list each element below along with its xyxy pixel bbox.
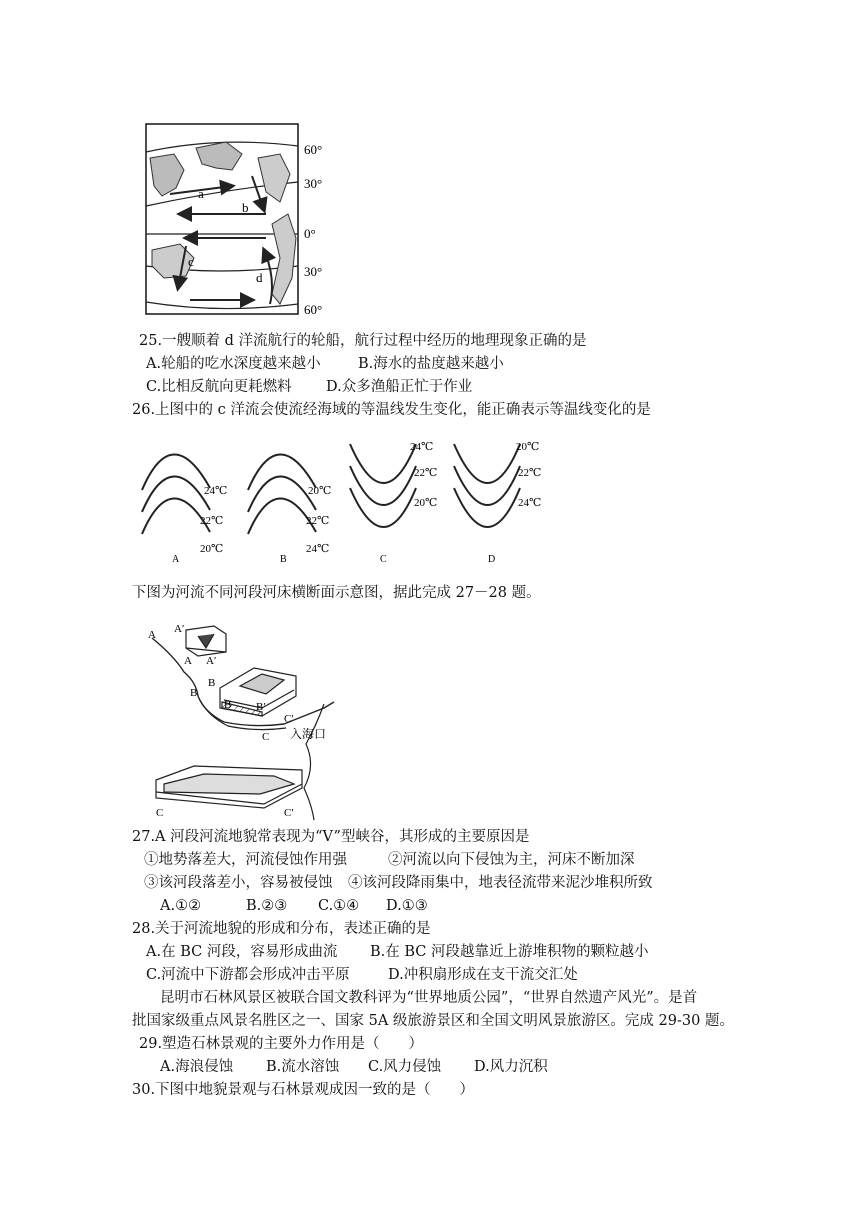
iso-b-label-1: 20℃	[308, 485, 332, 497]
isotherm-options-figure	[134, 430, 566, 570]
current-label-c: c	[188, 254, 194, 269]
lat-label: 30°	[304, 264, 323, 279]
q25-option-d: D.众多渔船正忙于作业	[326, 379, 473, 395]
iso-c-label-2: 22℃	[414, 467, 438, 479]
lat-label: 30°	[304, 176, 323, 191]
q27-option-d: D.①③	[386, 898, 428, 914]
q26-stem: 26.上图中的 c 洋流会使流经海域的等温线发生变化，能正确表示等温线变化的是	[132, 402, 651, 418]
label-a: A	[148, 629, 156, 641]
iso-b-label-3: 24℃	[306, 543, 330, 555]
q27-statement-1: ①地势落差大，河流侵蚀作用强	[144, 852, 347, 868]
q28-stem: 28.关于河流地貌的形成和分布，表述正确的是	[132, 921, 431, 937]
label-a-prime-top: A′	[174, 623, 185, 635]
label-c-prime-top: C′	[284, 713, 294, 725]
label-a-prime-bottom: A′	[206, 655, 217, 667]
label-b-top: B	[208, 677, 216, 689]
q27-stem: 27.A 河段河流地貌常表现为“V”型峡谷，其形成的主要原因是	[132, 829, 530, 845]
iso-panel-letter-b: B	[280, 554, 287, 565]
label-b-bottom: B	[224, 699, 232, 711]
label-c-bottom: C	[156, 807, 164, 819]
lat-label: 0°	[304, 226, 316, 241]
q25-stem: 25.一艘顺着 d 洋流航行的轮船，航行过程中经历的地理现象正确的是	[139, 333, 587, 349]
iso-a-label-2: 22℃	[200, 515, 224, 527]
q27-option-c: C.①④	[318, 898, 360, 914]
iso-panel-letter-a: A	[172, 554, 180, 565]
current-label-b: b	[242, 200, 249, 215]
lat-label: 60°	[304, 142, 323, 157]
ocean-current-map	[140, 118, 340, 320]
q28-option-b: B.在 BC 河段越靠近上游堆积物的颗粒越小	[370, 944, 649, 960]
river-cross-section-figure	[144, 616, 344, 822]
iso-panel-letter-d: D	[488, 554, 496, 565]
iso-a-label-3: 20℃	[200, 543, 224, 555]
q27-option-a: A.①②	[160, 898, 202, 914]
iso-b-label-2: 22℃	[306, 515, 330, 527]
q30-stem: 30.下图中地貌景观与石林景观成因一致的是（ ）	[132, 1082, 475, 1098]
label-b-prime: B′	[256, 701, 266, 713]
q28-option-a: A.在 BC 河段，容易形成曲流	[146, 944, 338, 960]
q27-statement-3: ③该河段落差小，容易被侵蚀	[144, 875, 333, 891]
q27-statement-2: ②河流以向下侵蚀为主，河床不断加深	[388, 852, 635, 868]
q25-option-b: B.海水的盐度越来越小	[358, 356, 504, 372]
iso-d-label-1: 20℃	[516, 441, 540, 453]
q25-option-a: A.轮船的吃水深度越来越小	[146, 356, 321, 372]
q25-option-c: C.比相反航向更耗燃料	[146, 379, 292, 395]
iso-c-label-3: 20℃	[414, 497, 438, 509]
iso-c-label-1: 24℃	[410, 441, 434, 453]
iso-d-label-3: 24℃	[518, 497, 542, 509]
current-label-d: d	[256, 270, 263, 285]
q29-stem: 29.塑造石林景观的主要外力作用是（ ）	[139, 1036, 424, 1052]
q29-option-c: C.风力侵蚀	[368, 1059, 442, 1075]
label-a-bottom: A	[184, 655, 192, 667]
label-c-prime-bottom: C′	[284, 807, 294, 819]
iso-d-label-2: 22℃	[518, 467, 542, 479]
q28-option-c: C.河流中下游都会形成冲击平原	[146, 967, 350, 983]
passage-line-2: 批国家级重点风景名胜区之一、国家 5A 级旅游景区和全国文明风景旅游区。完成 29-30 题。	[132, 1013, 734, 1029]
lat-label: 60°	[304, 302, 323, 317]
q27-option-b: B.②③	[246, 898, 288, 914]
q29-option-d: D.风力沉积	[474, 1059, 548, 1075]
label-c: C	[262, 731, 270, 743]
q27-statement-4: ④该河段降雨集中，地表径流带来泥沙堆积所致	[348, 875, 653, 891]
q28-option-d: D.冲积扇形成在支干流交汇处	[388, 967, 578, 983]
intro-27-28: 下图为河流不同河段河床横断面示意图，据此完成 27－28 题。	[132, 585, 541, 601]
label-b: B	[190, 687, 198, 699]
estuary-label: 入海口	[290, 727, 327, 741]
iso-a-label-1: 24℃	[204, 485, 228, 497]
passage-line-1: 昆明市石林风景区被联合国文教科评为“世界地质公园”，“世界自然遗产风光”。是首	[160, 990, 698, 1006]
current-label-a: a	[198, 186, 204, 201]
q29-option-b: B.流水溶蚀	[266, 1059, 340, 1075]
q29-option-a: A.海浪侵蚀	[160, 1059, 234, 1075]
iso-panel-letter-c: C	[380, 554, 387, 565]
